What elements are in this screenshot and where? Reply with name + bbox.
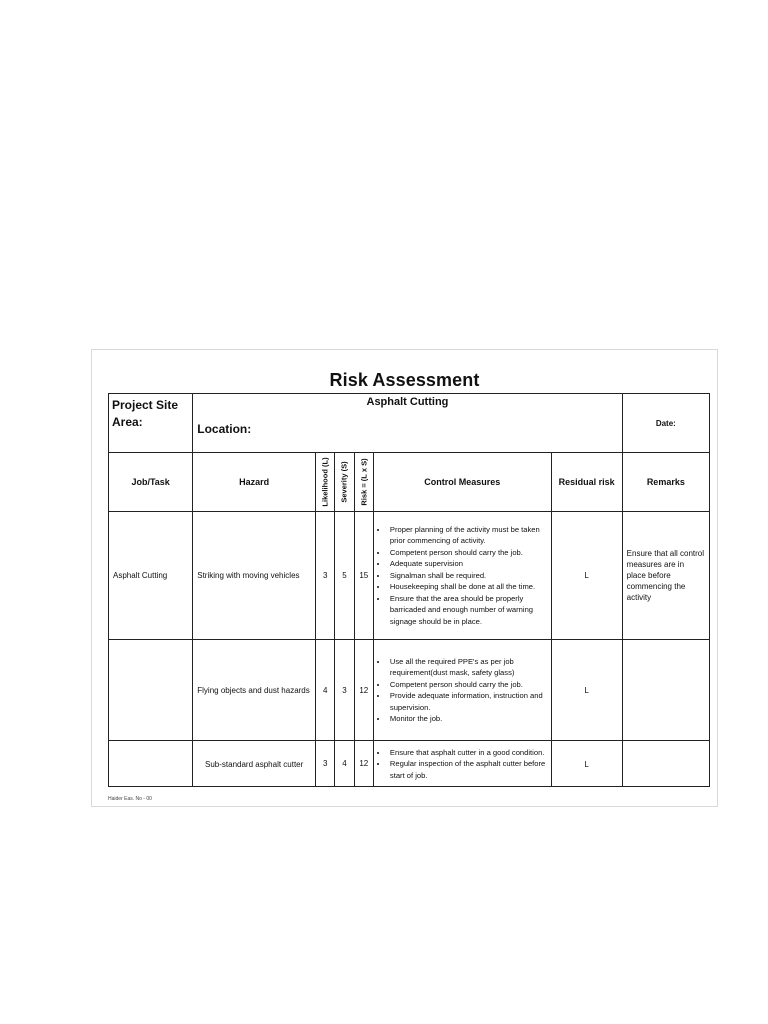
col-risk: [354, 453, 373, 512]
control-measures-list: [374, 656, 551, 725]
job-task-cell: Asphalt Cutting: [109, 512, 193, 640]
risk-assessment-table: [108, 393, 710, 787]
date-label: Date:: [622, 394, 709, 453]
hazard-cell: Sub-standard asphalt cutter: [193, 741, 316, 787]
document-title: Risk Assessment: [329, 370, 480, 390]
hazard-cell: Striking with moving vehicles: [193, 512, 316, 640]
location-label: Location:: [197, 422, 252, 436]
residual-risk-cell: L: [551, 640, 622, 741]
col-control-measures: Control Measures: [373, 453, 551, 512]
severity-cell: 4: [335, 741, 354, 787]
footer-document-code: Haider Eas. No - 00: [108, 796, 152, 802]
remarks-cell: Ensure that all control measures are in place before commencing the activity: [622, 512, 709, 640]
col-severity-label: Severity (S): [339, 461, 349, 503]
header-row: [109, 394, 710, 453]
list-item: • Competent person should carry the job.: [388, 679, 547, 691]
hazard-cell: Flying objects and dust hazards: [193, 640, 316, 741]
control-measures-cell: [373, 512, 551, 640]
risk-cell: 15: [354, 512, 373, 640]
risk-cell: 12: [354, 741, 373, 787]
risk-cell: 12: [354, 640, 373, 741]
job-task-cell: [109, 640, 193, 741]
col-severity: [335, 453, 354, 512]
document-page: [91, 349, 718, 807]
control-measures-cell: [373, 741, 551, 787]
activity-header-cell: [193, 394, 622, 453]
list-item: • Proper planning of the activity must be taken prior commencing of activity.: [388, 524, 547, 547]
list-item: • Adequate supervision: [388, 558, 547, 570]
likelihood-cell: 3: [316, 512, 335, 640]
severity-cell: 5: [335, 512, 354, 640]
list-item: • Regular inspection of the asphalt cutter before start of job.: [388, 758, 547, 781]
list-item: • Use all the required PPE's as per job requirement(dust mask, safety glass): [388, 656, 547, 679]
likelihood-cell: 4: [316, 640, 335, 741]
col-likelihood-label: Likelihood (L): [320, 457, 330, 507]
control-measures-list: [374, 524, 551, 628]
col-residual-risk: Residual risk: [551, 453, 622, 512]
residual-risk-cell: L: [551, 512, 622, 640]
job-task-cell: [109, 741, 193, 787]
likelihood-cell: 3: [316, 741, 335, 787]
list-item: • Ensure that the area should be properly barricaded and enough number of warning signage should be in place.: [388, 593, 547, 628]
column-header-row: [109, 453, 710, 512]
table-row: [109, 741, 710, 787]
table-row: [109, 512, 710, 640]
residual-risk-cell: L: [551, 741, 622, 787]
col-remarks: Remarks: [622, 453, 709, 512]
remarks-cell: [622, 741, 709, 787]
remarks-cell: [622, 640, 709, 741]
control-measures-list: [374, 747, 551, 782]
col-hazard: Hazard: [193, 453, 316, 512]
list-item: • Signalman shall be required.: [388, 570, 547, 582]
severity-cell: 3: [335, 640, 354, 741]
project-site-area-label: Project Site Area:: [109, 394, 193, 453]
col-likelihood: [316, 453, 335, 512]
list-item: • Provide adequate information, instruction and supervision.: [388, 690, 547, 713]
col-job-task: Job/Task: [109, 453, 193, 512]
list-item: • Competent person should carry the job.: [388, 547, 547, 559]
list-item: • Housekeeping shall be done at all the time.: [388, 581, 547, 593]
activity-name: Asphalt Cutting: [366, 396, 449, 408]
col-risk-label: Risk = (L x S): [359, 458, 369, 506]
list-item: • Ensure that asphalt cutter in a good condition.: [388, 747, 547, 759]
table-row: [109, 640, 710, 741]
control-measures-cell: [373, 640, 551, 741]
list-item: • Monitor the job.: [388, 713, 547, 725]
